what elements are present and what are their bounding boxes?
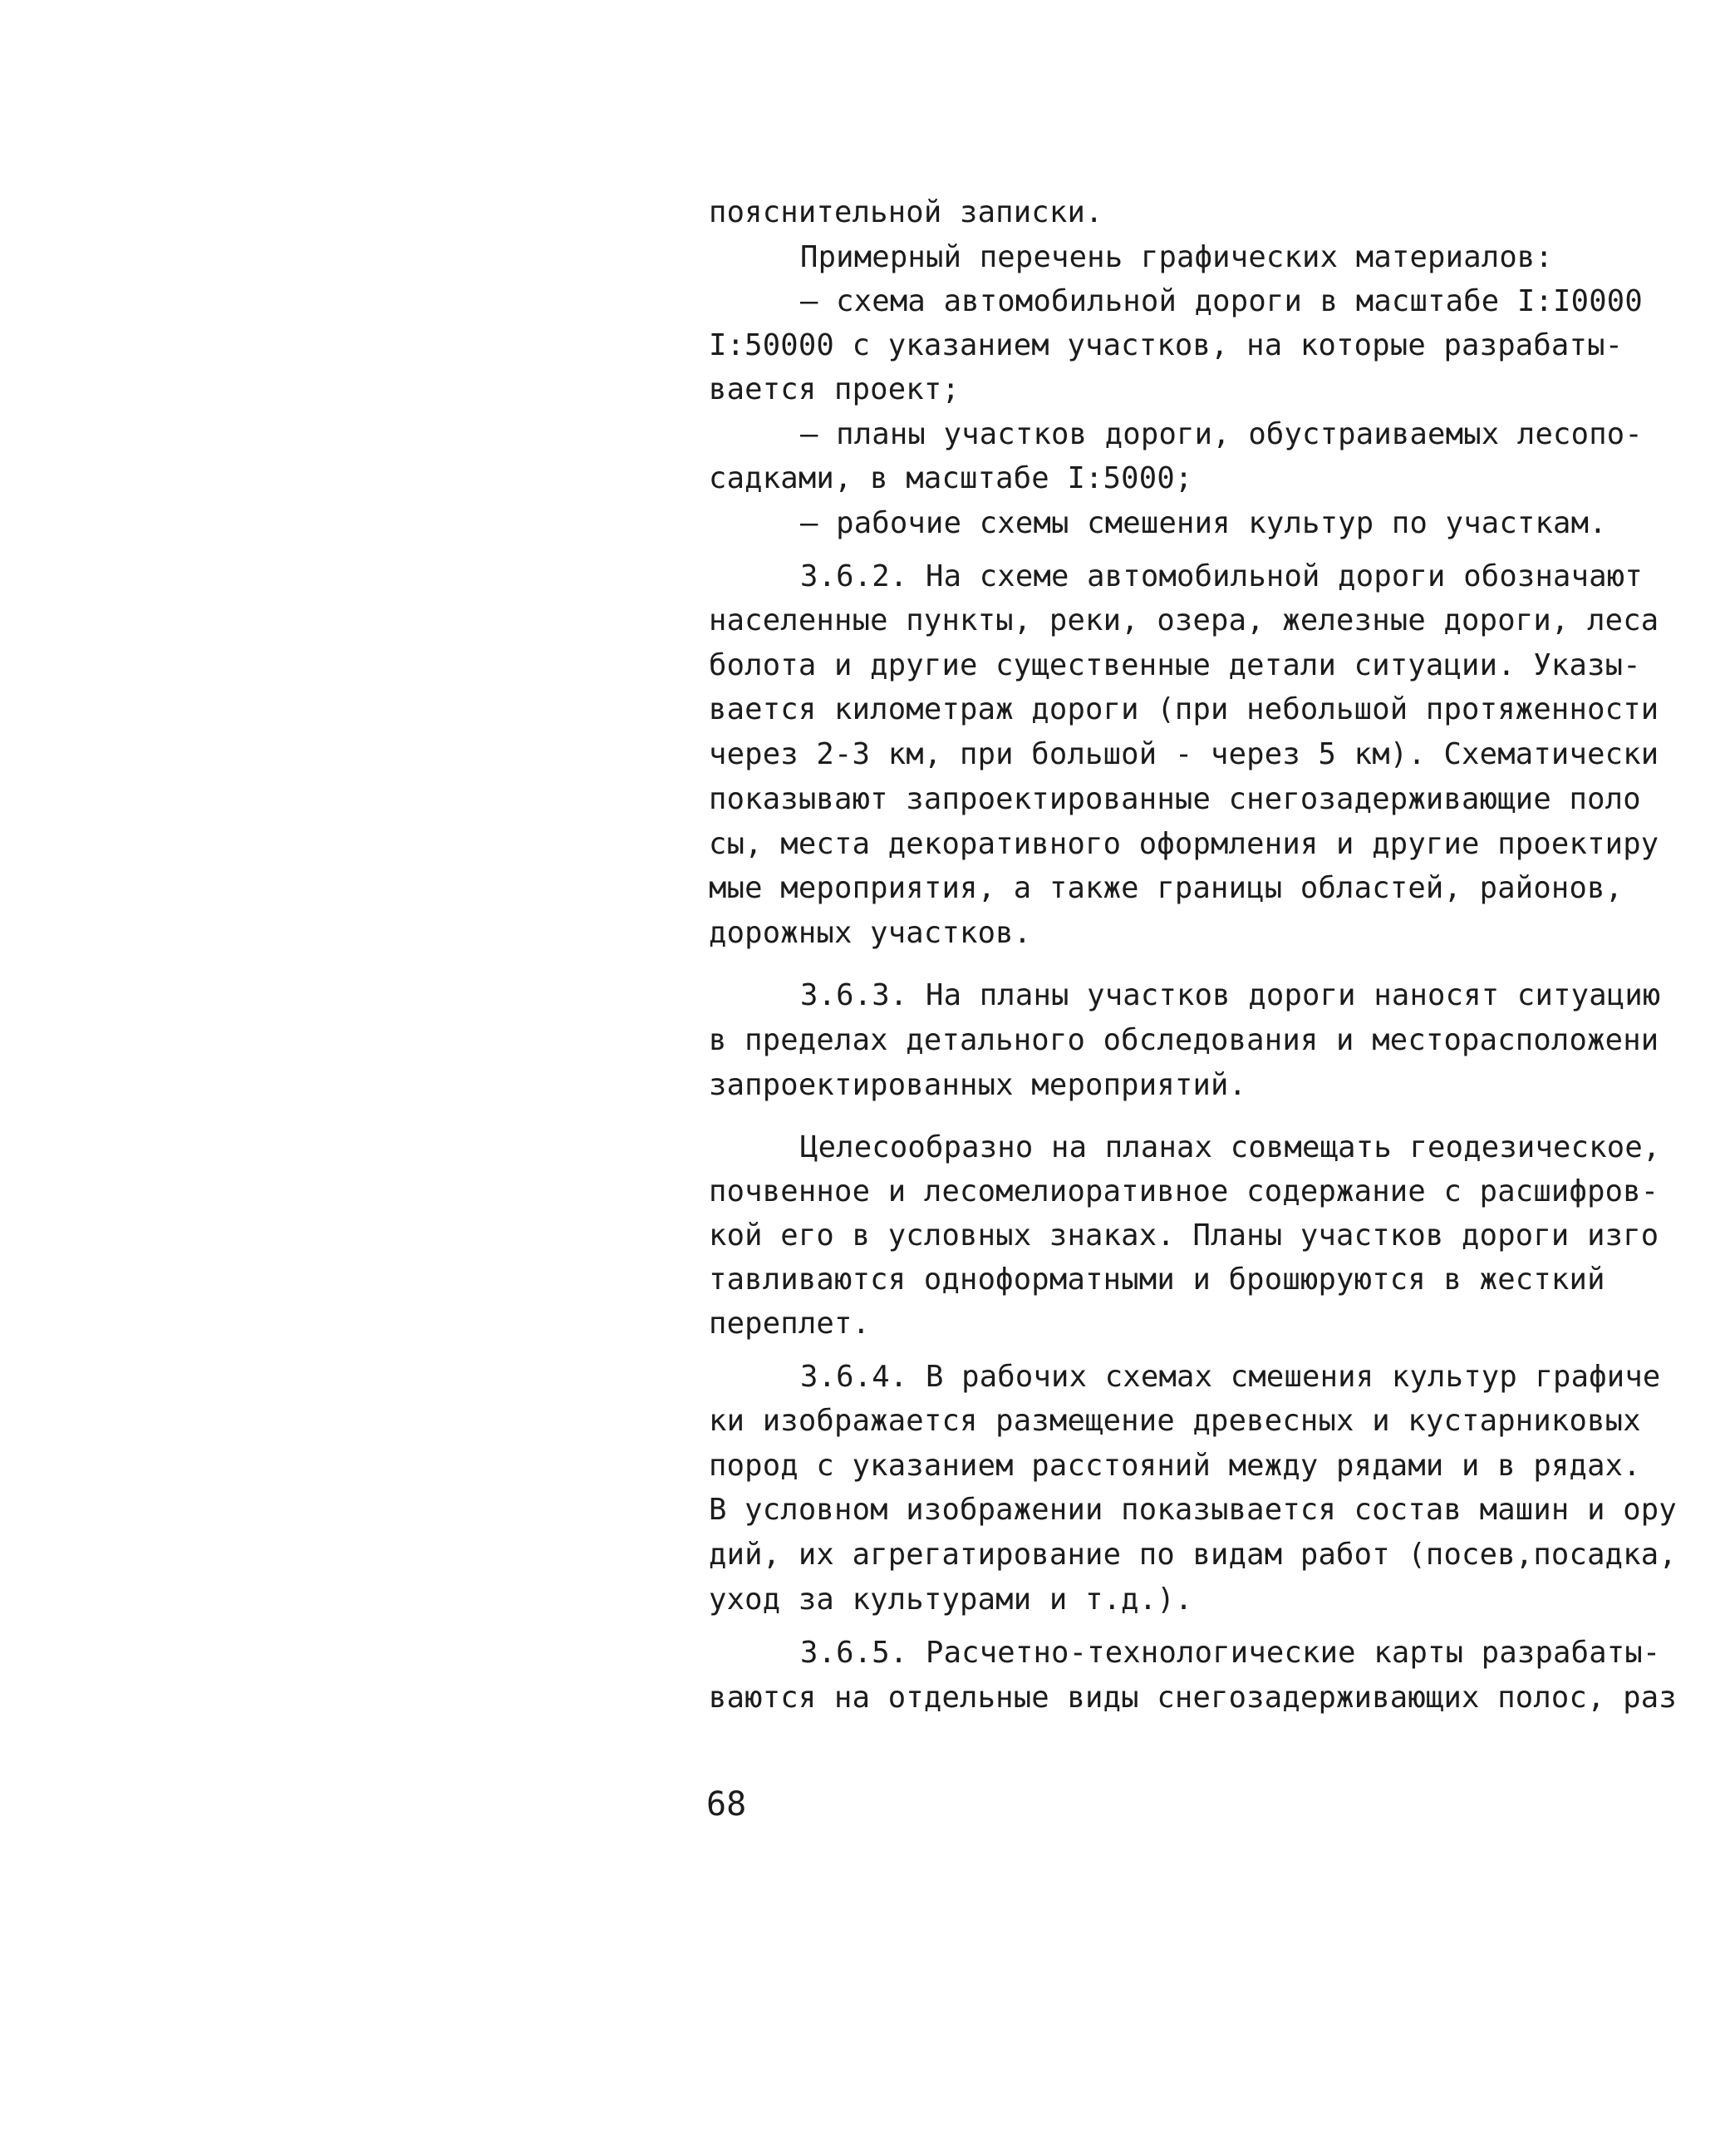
text-line: 3.6.3. На планы участков дороги наносят ситуацию [800, 978, 1661, 1012]
text-line: – рабочие схемы смешения культур по участкам. [800, 506, 1607, 540]
text-line: ваются на отдельные виды снегозадерживающих полос, раз [709, 1681, 1677, 1715]
text-line: кой его в условных знаках. Планы участков дороги изго [709, 1218, 1659, 1253]
text-line: переплет. [709, 1307, 871, 1341]
text-line: Целесообразно на планах совмещать геодезическое, [800, 1130, 1661, 1164]
text-line: – планы участков дороги, обустраиваемых лесопо- [800, 417, 1643, 451]
text-line: I:50000 с указанием участков, на которые разрабаты- [709, 328, 1624, 362]
page-number: 68 [706, 1785, 747, 1824]
text-line: через 2-3 км, при большой - через 5 км). Схематически [709, 737, 1659, 771]
text-line: показывают запроектированные снегозадерживающие поло [709, 782, 1641, 816]
text-line: в пределах детального обследования и месторасположени [709, 1023, 1659, 1057]
text-line: вается проект; [709, 372, 961, 406]
text-line: уход за культурами и т.д.). [709, 1583, 1193, 1617]
text-line: – схема автомобильной дороги в масштабе I:I0000 [800, 284, 1643, 318]
text-line: 3.6.4. В рабочих схемах смешения культур графиче [800, 1360, 1661, 1394]
text-line: ки изображается размещение древесных и кустарниковых [709, 1404, 1641, 1438]
text-line: населенные пункты, реки, озера, железные дороги, леса [709, 603, 1659, 637]
text-line: запроектированных мероприятий. [709, 1068, 1247, 1102]
text-line: садками, в масштабе I:5000; [709, 461, 1193, 495]
text-line: почвенное и лесомелиоративное содержание с расшифров- [709, 1174, 1659, 1208]
text-line: пояснительной записки. [709, 195, 1103, 229]
text-line: дий, их агрегатирование по видам работ (посев,посадка, [709, 1538, 1677, 1572]
text-line: 3.6.5. Расчетно-технологические карты разрабаты- [800, 1636, 1661, 1670]
text-line: сы, места декоративного оформления и другие проектиру [709, 827, 1659, 861]
text-line: пород с указанием расстояний между рядами и в рядах. [709, 1449, 1641, 1483]
text-line: Примерный перечень графических материалов: [800, 240, 1554, 274]
text-line: мые мероприятия, а также границы областей, районов, [709, 871, 1624, 905]
text-line: тавливаются одноформатными и брошюруются в жесткий [709, 1263, 1605, 1297]
text-line: В условном изображении показывается состав машин и ору [709, 1493, 1677, 1527]
text-line: 3.6.2. На схеме автомобильной дороги обозначают [800, 559, 1643, 593]
text-line: болота и другие существенные детали ситуации. Указы- [709, 648, 1641, 682]
text-line: вается километраж дороги (при небольшой протяженности [709, 692, 1659, 726]
text-line: дорожных участков. [709, 916, 1032, 950]
